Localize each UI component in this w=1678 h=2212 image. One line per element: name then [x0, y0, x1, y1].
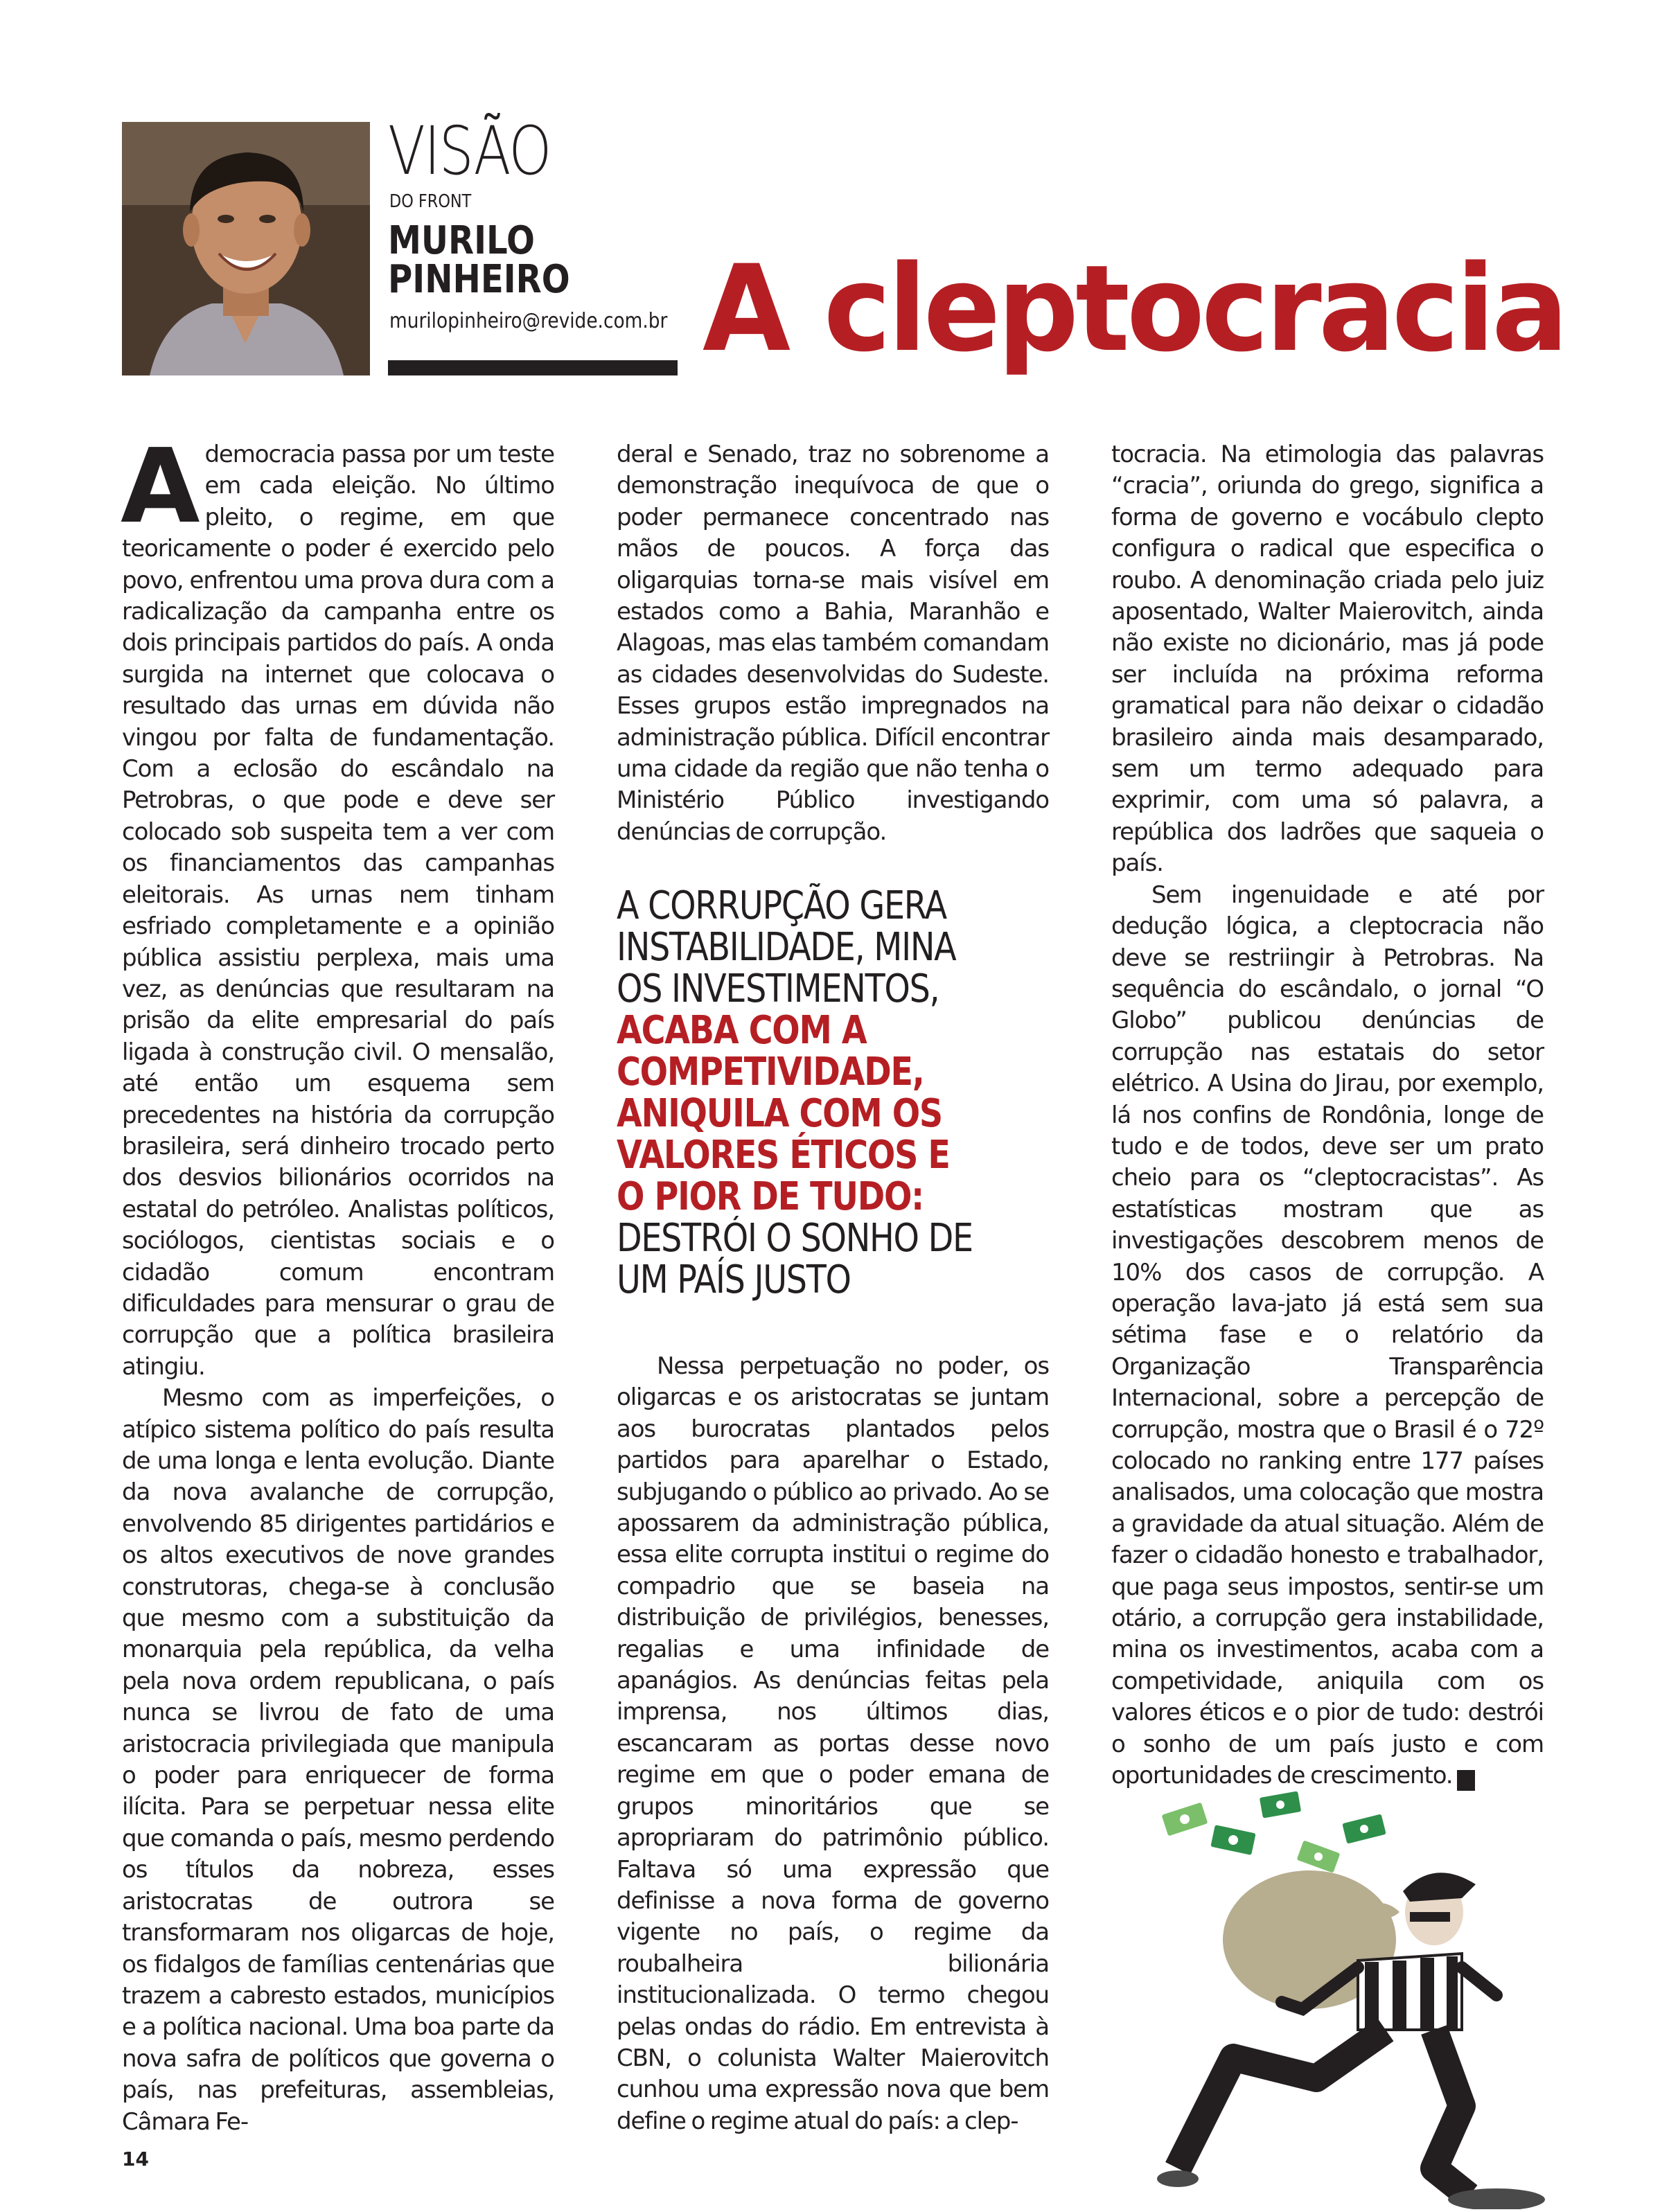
pull-quote-line: INSTABILIDADE, MINA	[617, 925, 956, 970]
pull-quote-line: UM PAÍS JUSTO	[617, 1257, 851, 1302]
pull-quote-highlight-line: ACABA COM A	[617, 1008, 867, 1053]
article-column-2-continued	[617, 1351, 1049, 2137]
author-first-name: MURILO	[388, 218, 535, 263]
author-portrait-icon	[122, 122, 370, 375]
article-column-1	[121, 427, 554, 2138]
paragraph	[121, 427, 554, 1383]
paragraph-text: democracia passa por um teste em cada eleição. No último pleito, o regime, em que teoricamente o poder é exercido pelo povo, enfrentou uma prova dura com a radicalização da campanha entre os dois principais partidos do país. A onda surgida na internet que colocava o resultado das urnas em dúvida não vingou por falta de fundamentação. Com a eclosão do escândalo na Petrobras, o que pode e deve ser colocado sob suspeita tem a ver com os financiamentos das campanhas eleitorais. As urnas nem tinham esfriado completamente e a opinião pública assistiu perplexa, mais uma vez, as denúncias que resultaram na prisão da elite empresarial do país ligada à construção civil. O mensalão, até então um esquema sem precedentes na história da corrupção brasileira, será dinheiro trocado perto dos desvios bilionários ocorridos na estatal do petróleo. Analistas políticos, sociólogos, cientistas sociais e o cidadão comum encontram dificuldades para mensurar o grau de corrupção que a política brasileira atingiu.	[122, 441, 554, 1381]
paragraph: Mesmo com as imperfeições, o atípico sistema político do país resulta de uma longa e lenta evolução. Diante da nova avalanche de corrupção, envolvendo 85 dirigentes partidários e os altos executivos de nove grandes construtoras, chega-se à conclusão que mesmo com a substituição da monarquia pela república, da velha pela nova ordem republicana, o país nunca se livrou de fato de uma aristocracia privilegiada que manipula o poder para enriquecer de forma ilícita. Para se perpetuar nessa elite que comanda o país, mesmo perdendo os títulos da nobreza, esses aristocratas de outrora se transformaram nos oligarcas de hoje, os fidalgos de famílias centenárias que trazem a cabresto estados, municípios e a política nacional. Uma boa parte da nova safra de políticos que governa o país, nas prefeituras, assembleias, Câmara Fe-	[122, 1384, 554, 2136]
money-bill-icon	[1260, 1791, 1301, 1818]
article-column-2	[617, 439, 1049, 848]
author-photo	[122, 122, 370, 375]
money-bill-icon	[1162, 1803, 1208, 1837]
page-number: 14	[122, 2148, 149, 2170]
money-bill-icon	[1342, 1814, 1386, 1843]
column-name: VISÃO	[388, 112, 551, 190]
pull-quote-highlight-line: O PIOR DE TUDO:	[617, 1174, 924, 1219]
paragraph: Nessa perpetuação no poder, os oligarcas e os aristocratas se juntam aos burocratas plantados pelos partidos para aparelhar o Estado, subjugando o público ao privado. Ao se apossarem da administração pública, essa elite corrupta institui o regime do compadrio que se baseia na distribuição de privilégios, benesses, regalias e uma infinidade de apanágios. As denúncias feitas pela imprensa, nos últimos dias, escancaram as portas desse novo regime em que o poder emana de grupos minoritários que se apropriaram do patrimônio público. Faltava só uma expressão que definisse a nova forma de governo vigente no país, o regime da roubalheira bilionária institucionalizada. O termo chegou pelas ondas do rádio. Em entrevista à CBN, o colunista Walter Maierovitch cunhou uma expressão nova que bem define o regime atual do país: a clep-	[617, 1352, 1049, 2135]
money-bill-icon	[1210, 1825, 1255, 1855]
pull-quote	[617, 885, 1049, 1301]
paragraph-text: Sem ingenuidade e até por dedução lógica, a cleptocracia não deve se restriingir à Petrobras. Na sequência do escândalo, o jornal “O Globo” publicou denúncias de corrupção nas estatais do setor elétrico. A Usina do Jirau, por exemplo, lá nos confins de Rondônia, longe de tudo e de todos, deve ser um prato cheio para os “cleptocracistas”. As estatísticas mostram que as investigações descobrem menos de 10% dos casos de corrupção. A operação lava-jato já está sem sua sétima fase e o relatório da Organização Transparência Internacional, sobre a percepção de corrupção, mostra que o Brasil é o 72º colocado no ranking entre 177 países analisados, uma colocação que mostra a gravidade da atual situação. Além de fazer o cidadão honesto e trabalhador, que paga seus impostos, sentir-se um otário, a corrupção gera instabilidade, mina os investimentos, acaba com a competividade, aniquila com os valores éticos e o pior de tudo: destrói o sonho de um país justo e com oportunidades de crescimento.	[1111, 881, 1544, 1790]
end-of-article-icon: r	[1457, 1770, 1475, 1791]
pull-quote-highlight-line: VALORES ÉTICOS E	[617, 1133, 950, 1178]
paragraph: tocracia. Na etimologia das palavras “cracia”, oriunda do grego, significa a forma de governo e vocábulo clepto configura o radical que especifica o roubo. A denominação criada pelo juiz aposentado, Walter Maierovitch, ainda não existe no dicionário, mas já pode ser incluída na próxima reforma gramatical para não deixar o cidadão brasileiro ainda mais desamparado, sem um termo adequado para exprimir, com uma só palavra, a república dos ladrões que saqueia o país.	[1111, 441, 1544, 878]
author-email[interactable]: murilopinheiro@revide.com.br	[389, 309, 668, 333]
pull-quote-line: DESTRÓI O SONHO DE	[617, 1216, 973, 1261]
thief-running-with-money-bag-icon	[1136, 1780, 1566, 2209]
thief-illustration	[1136, 1780, 1566, 2209]
author-last-name: PINHEIRO	[388, 257, 570, 302]
pull-quote-highlight-line: ANIQUILA COM OS	[617, 1091, 942, 1136]
author-name	[388, 218, 570, 302]
pull-quote-line: OS INVESTIMENTOS,	[617, 966, 939, 1011]
drop-cap: A	[121, 427, 200, 546]
pull-quote-line: A CORRUPÇÃO GERA	[617, 883, 946, 928]
paragraph: deral e Senado, traz no sobrenome a demonstração inequívoca de que o poder permanece concentrado nas mãos de poucos. A força das oligarquias torna-se mais visível em estados como a Bahia, Maranhão e Alagoas, mas elas também comandam as cidades desenvolvidas do Sudeste. Esses grupos estão impregnados na administração pública. Difícil encontrar uma cidade da região que não tenha o Ministério Público investigando denúncias de corrupção.	[617, 441, 1049, 846]
column-subtitle: DO FRONT	[389, 191, 472, 212]
paragraph	[1111, 880, 1544, 1792]
article-title: A cleptocracia	[703, 239, 1566, 378]
pull-quote-highlight-line: COMPETIVIDADE,	[617, 1050, 924, 1095]
header-rule	[388, 360, 678, 375]
article-column-3	[1111, 439, 1544, 1791]
money-bill-icon	[1297, 1840, 1341, 1873]
